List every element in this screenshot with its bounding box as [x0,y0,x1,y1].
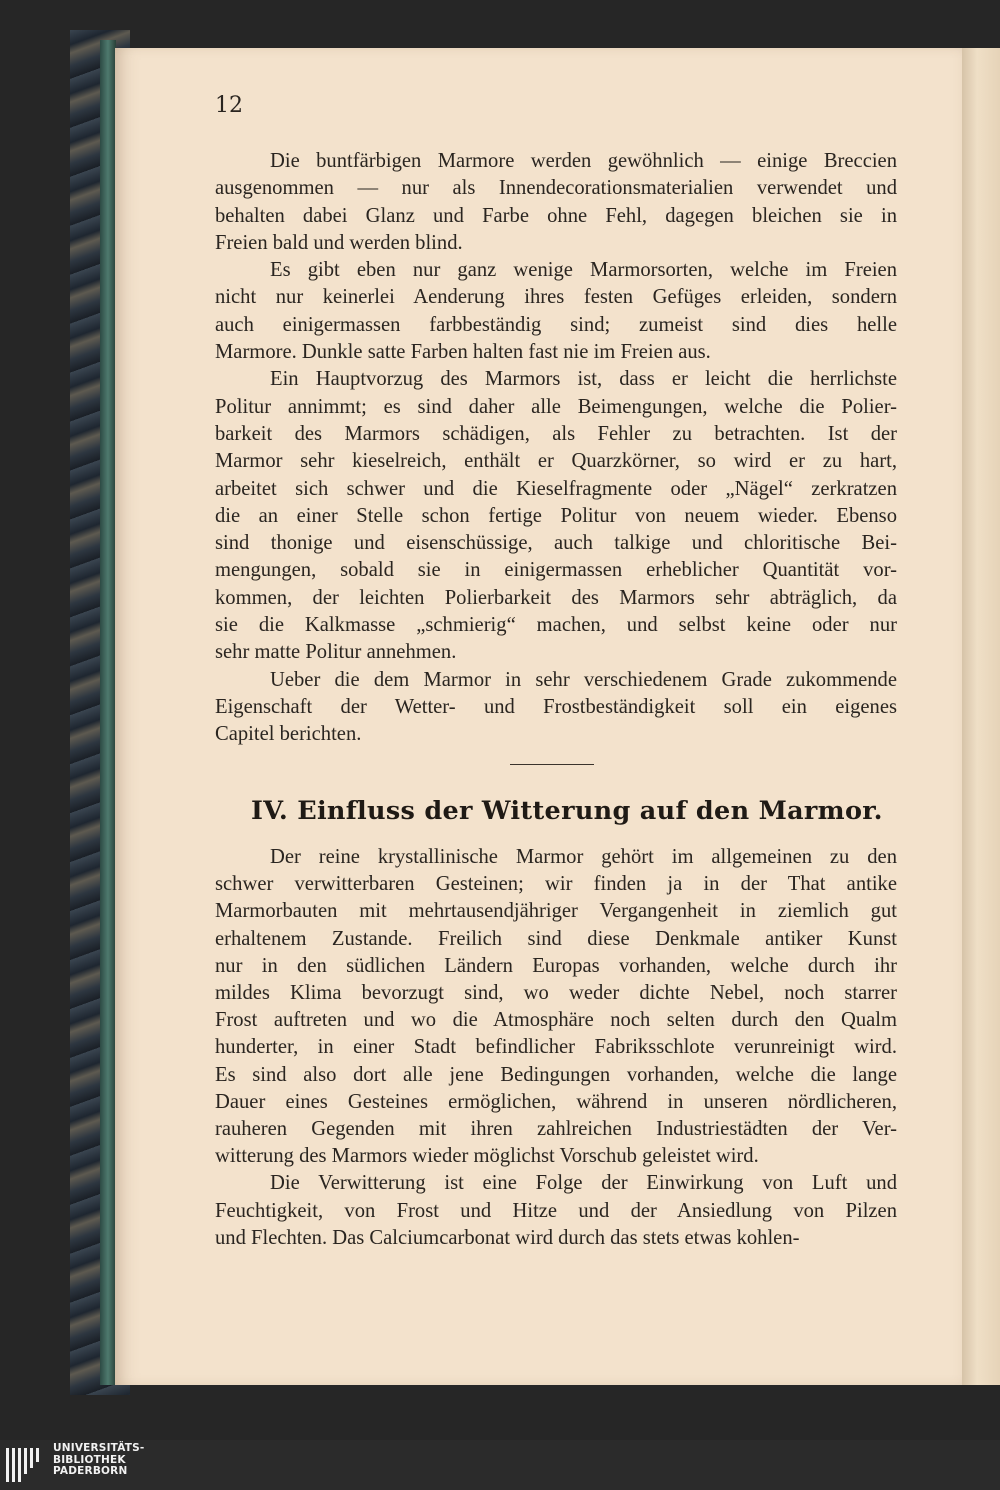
text-line: Es sind also dort alle jene Bedingungen vorhanden, welche die lange [215,1063,897,1086]
text-line: rauheren Gegenden mit ihren zahlreichen Industriestädten der Ver- [215,1118,897,1141]
text-line: sie die Kalkmasse „schmierig“ machen, und selbst keine oder nur [215,614,897,637]
text-line: Capitel berichten. [215,723,362,746]
text-line: hunderter, in einer Stadt befindlicher Fabriksschlote verunreinigt wird. [215,1036,897,1059]
text-line: Freien bald und werden blind. [215,231,463,254]
text-line: Dauer eines Gesteines ermöglichen, während in unseren nördlicheren, [215,1090,897,1113]
book-spine-strip [100,40,116,1385]
library-logo-icon [6,1448,46,1482]
text-line: Marmore. Dunkle satte Farben halten fast nie im Freien aus. [215,341,711,364]
text-line: Feuchtigkeit, von Frost und Hitze und der Ansiedlung von Pilzen [215,1199,897,1222]
text-line: Der reine krystallinische Marmor gehört im allgemeinen zu den [270,846,897,868]
text-line: sind thonige und eisenschüssige, auch talkige und chloritische Bei- [215,532,897,555]
page-number: 12 [215,93,243,118]
text-line: Es gibt eben nur ganz wenige Marmorsorten, welche im Freien [270,259,897,282]
library-name [53,1443,144,1478]
text-line: mengungen, sobald sie in einigermassen erheblicher Quantität vor- [215,559,897,582]
library-footer [0,1440,1000,1490]
text-line: nur in den südlichen Ländern Europas vorhanden, welche durch ihr [215,954,897,977]
text-line: sehr matte Politur annehmen. [215,641,457,664]
text-line: arbeitet sich schwer und die Kieselfragmente oder „Nägel“ zerkratzen [215,477,897,500]
text-line: Politur annimmt; es sind daher alle Beimengungen, welche die Polier- [215,395,897,418]
text-line: die an einer Stelle schon fertige Politur von neuem wieder. Ebenso [215,504,897,527]
section-heading: IV. Einfluss der Witterung auf den Marmor. [251,796,883,826]
text-line: nicht nur keinerlei Aenderung ihres festen Gefüges erleiden, sondern [215,286,897,309]
text-line: Marmor sehr kieselreich, enthält er Quarzkörner, so wird er zu hart, [215,450,897,473]
body-text-upper [215,148,897,749]
text-line: auch einigermassen farbbeständig sind; zumeist sind dies helle [215,313,897,336]
section-divider [510,764,594,765]
text-line: Frost auftreten und wo die Atmosphäre noch selten durch den Qualm [215,1009,897,1032]
text-line: Eigenschaft der Wetter- und Frostbeständigkeit soll ein eigenes [215,695,897,718]
next-page-edge [962,48,1000,1385]
text-line: Die Verwitterung ist eine Folge der Einwirkung von Luft und [270,1172,897,1195]
text-line: und Flechten. Das Calciumcarbonat wird durch das stets etwas kohlen- [215,1226,800,1249]
library-name-line: UNIVERSITÄTS- [53,1442,145,1454]
text-line: Ein Hauptvorzug des Marmors ist, dass er leicht die herrlichste [270,368,897,391]
text-line: barkeit des Marmors schädigen, als Fehler zu betrachten. Ist der [215,422,897,445]
text-line: schwer verwitterbaren Gesteinen; wir finden ja in der That antike [215,873,897,896]
text-line: witterung des Marmors wieder möglichst Vorschub geleistet wird. [215,1145,759,1168]
library-name-line: BIBLIOTHEK [53,1453,126,1466]
text-line: mildes Klima bevorzugt sind, wo weder dichte Nebel, noch starrer [215,982,897,1005]
text-line: kommen, der leichten Polierbarkeit des Marmors sehr abträglich, da [215,586,897,609]
text-line: Die buntfärbigen Marmore werden gewöhnlich — einige Breccien [270,150,897,172]
body-text-lower [215,844,897,1252]
text-line: behalten dabei Glanz und Farbe ohne Fehl, dagegen bleichen sie in [215,204,897,227]
text-line: Ueber die dem Marmor in sehr verschiedenem Grade zukommende [270,668,897,691]
text-line: erhaltenem Zustande. Freilich sind diese Denkmale antiker Kunst [215,927,897,950]
library-name-line: PADERBORN [53,1465,128,1477]
text-line: ausgenommen — nur als Innendecorationsmaterialien verwendet und [215,177,897,200]
text-line: Marmorbauten mit mehrtausendjähriger Vergangenheit in ziemlich gut [215,900,897,923]
